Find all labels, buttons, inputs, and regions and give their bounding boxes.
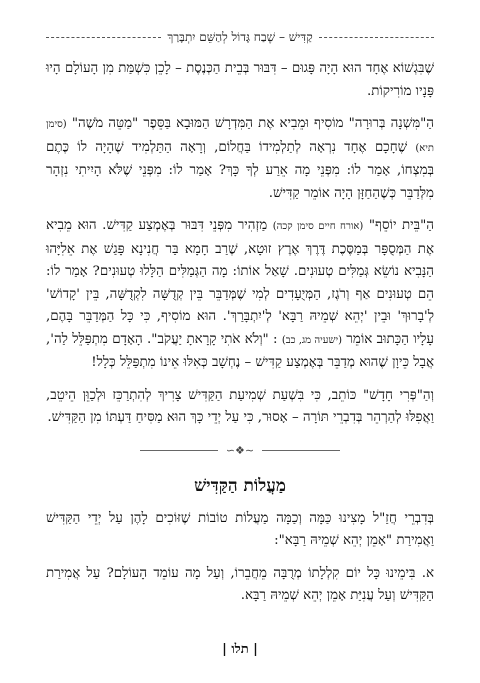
- paragraph-3: [46, 215, 434, 375]
- source-note: (סימן תיא): [46, 119, 434, 154]
- paragraph-4-text: וְהַ"פְּרִי חָדָשׁ" כּוֹתֵב, כִּי בִּשְׁעַת שְׁמִיעַת הַקַּדִּישׁ צָרִיךְ לְהִתְרַכֵּז וּלְכַוֵּן הֵיטֵב, וַאֲפִלּוּ לְהַרְהֵר בְּדִבְרֵי תּוֹרָה – אָסוּר, כִּי עַל יְדֵי כָּךְ הוּא מַסִּיחַ דַּעְתּוֹ מִן הַקַּדִּישׁ.: [46, 387, 434, 425]
- paragraph-3-text-end: : "וְלֹא אֹתִי קָרָאתָ יַעֲקֹב". הָאָדָם מִתְפַּלֵּל לַה', אֲבָל כֵּיוָן שֶׁהוּא מְדַבֵּר בְּאֶמְצַע קַדִּישׁ – נֶחְשָׁב כְּאִלּוּ אֵינוֹ מִתְפַּלֵּל כְּלָל!: [46, 331, 434, 370]
- section-divider: [140, 443, 340, 457]
- section-paragraph-2-text: א. בִּימֵינוּ כָּל יוֹם קִלְלָתוֹ מְרֻבָּה מֵחֲבֵרוֹ, וְעַל מָה עוֹמֵד הָעוֹלָם? עַל אֲמִירַת הַקַּדִּישׁ וְעַל עֲנִיַּת אָמֵן יְהֵא שְׁמֵיהּ רַבָּא.: [46, 565, 434, 603]
- divider-line: [140, 450, 218, 451]
- paragraph-2: [46, 113, 434, 205]
- paragraph-2-text: הַ"מִּשְׁנָה בְּרוּרָה" מוֹסִיף וּמֵבִיא אֶת הַמִּדְרָשׁ הַמּוּבָא בַּסֵּפֶר "מַטֵּה מֹשֶׁה": [66, 116, 434, 131]
- header-title: קַדִּישׁ – שֶׁבַח גָּדוֹל לְהַשֵּׁם יִתְבָּרַךְ: [167, 30, 313, 44]
- section-paragraph-1: [46, 508, 434, 553]
- header-rule-left: [46, 37, 161, 38]
- paragraph-4: [46, 385, 434, 430]
- section-paragraph-2: [46, 563, 434, 608]
- source-note: (אורח חיים סימן קכה): [272, 221, 364, 232]
- paragraph-1-text: שֶׁבִּגְשׁוֹא אֶחָד הוּא הָיָה פָּגוּם – דִּבּוּר בְּבֵית הַכְּנֶסֶת – לָכֵן כִּשְׁמַּת מִן הָעוֹלָם הָיוּ פָּנָיו מוֹרִיקוֹת.: [46, 61, 434, 99]
- running-header: [46, 30, 434, 45]
- flourish-ornament-icon: ∽❖∼: [225, 443, 255, 457]
- header-rule-right: [319, 37, 434, 38]
- divider-line: [262, 450, 340, 451]
- page-number: | תלו |: [222, 642, 258, 657]
- section-paragraph-1-text: בְּדִבְרֵי חֲזַ"ל מָצִינוּ כַּמָּה וְכַמָּה מַעֲלוֹת טוֹבוֹת שֶׁזּוֹכִים לָהֶן עַל יְדֵי הַקַּדִּישׁ וַאֲמִירַת "אָמֵן יְהֵא שְׁמֵיהּ רַבָּא":: [46, 510, 434, 548]
- paragraph-1: [46, 58, 434, 103]
- section-title: מַעֲלוֹת הַקַּדִּישׁ: [194, 475, 286, 496]
- source-note: (ישעיה מג, כב): [281, 334, 342, 346]
- main-text: [46, 58, 434, 618]
- paragraph-3-text-cont: מַזְהִיר מִפְּנֵי דִּבּוּר בְּאֶמְצַע קַדִּישׁ. הוּא מֵבִיא אֶת הַמְּסֻפָּר בְּמַסֶּכֶת דֶּרֶךְ אֶרֶץ זוּטָא, שֶׁרַב חָמָא בַּר חֲנִינָא פָּגַשׁ אֶת אֵלִיָּהוּ הַנָּבִיא נוֹשֵׂא גְּמַלִּים טְעוּנִים. שָׁאַל אוֹתוֹ: מָה הַגְּמַלִּים הַלָּלוּ טְעוּנִים? אָמַר לוֹ: הֵם טְעוּנִים אַף וְרֹגֶז, הַמְּיֻעָדִים לְמִי שֶׁמְּדַבֵּר בֵּין קְדֻשָּׁה לִקְדֻשָּׁה, בֵּין 'קָדוֹשׁ' לְ'בָרוּךְ' וּבֵין 'יְהֵא שְׁמֵיהּ רַבָּא' לְ'יִתְבָּרַךְ'. הוּא מוֹסִיף, כִּי כָּל הַמְּדַבֵּר בָּהֶם, עָלָיו הַכָּתוּב אוֹמֵר: [46, 218, 434, 347]
- paragraph-2-text-cont: שֶׁחָכָם אֶחָד נִרְאָה לְתַלְמִידוֹ בַּחֲלוֹם, וְרָאָה הַתַּלְמִיד שֶׁהָיָה לוֹ כֶּתֶם בְּמִצְחוֹ, אָמַר לוֹ: מִפְּנֵי מָה אֵרַע לְךָ כָּךְ? אָמַר לוֹ: מִפְּנֵי שֶׁלֹּא הָיִיתִי נִזְהָר מִלְּדַבֵּר כְּשֶׁהַחַזָּן הָיָה אוֹמֵר קַדִּישׁ.: [46, 139, 434, 201]
- paragraph-3-text: הַ"בֵּית יוֹסֵף": [363, 218, 434, 233]
